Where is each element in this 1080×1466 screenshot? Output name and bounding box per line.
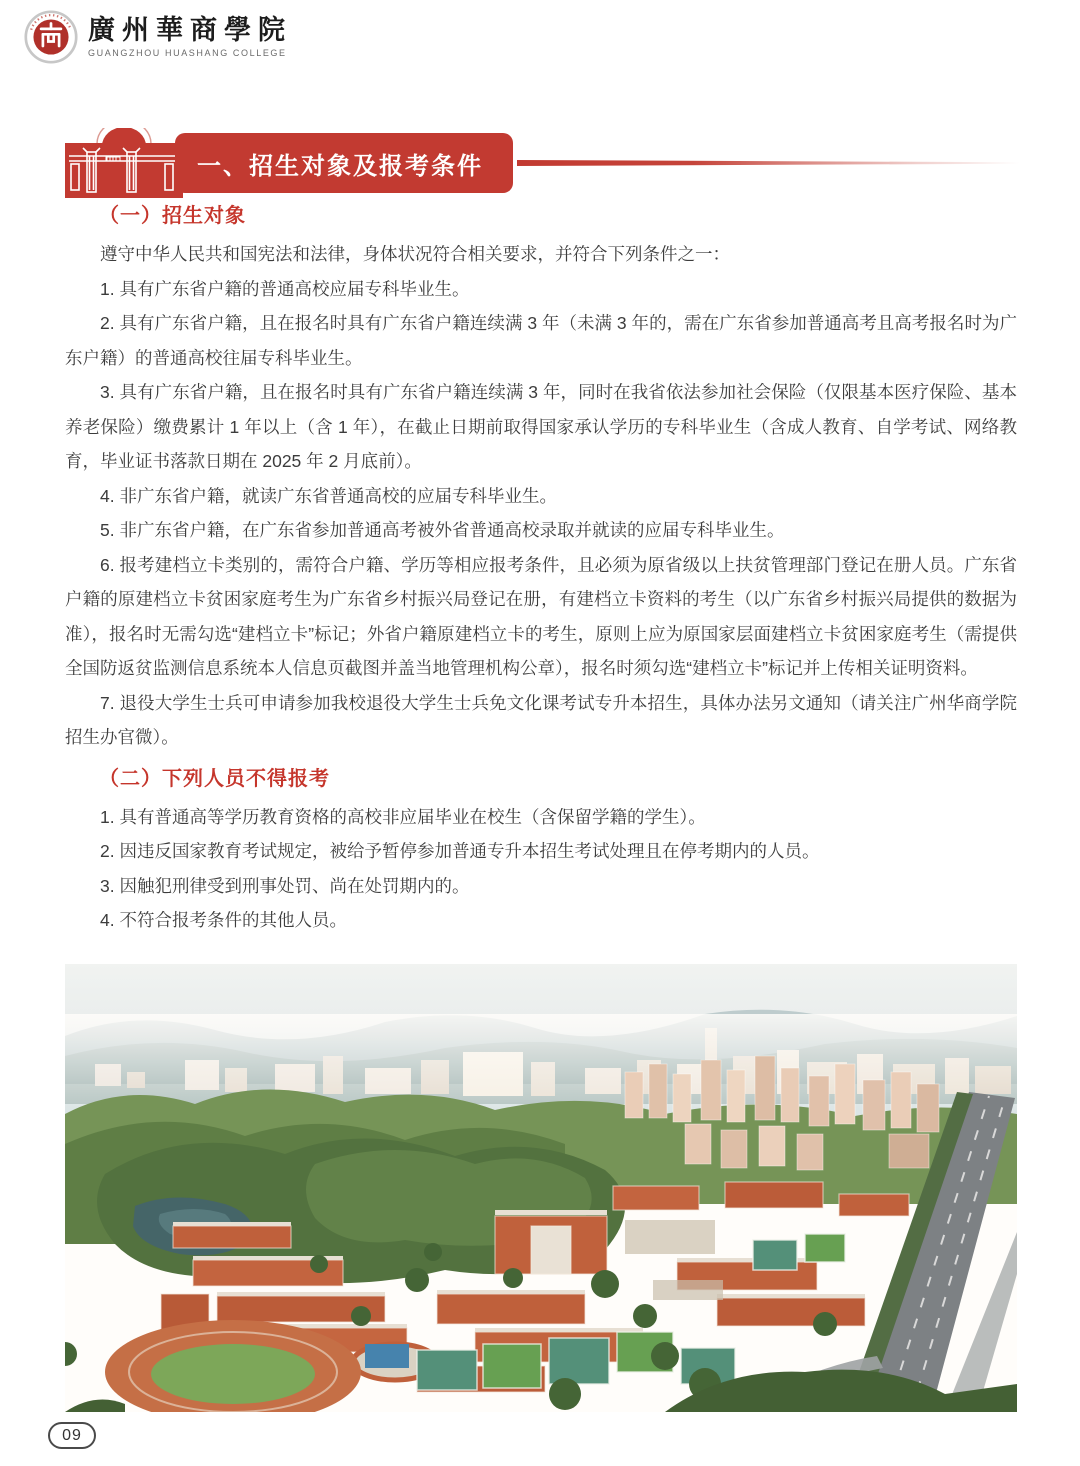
campus-gate-icon: [65, 128, 183, 198]
section2-heading: （二）下列人员不得报考: [99, 767, 330, 790]
section-banner: [65, 128, 1020, 198]
content: [65, 199, 1017, 938]
section2-item-3: 3. 因触犯刑律受到刑事处罚、尚在处罚期内的。: [100, 875, 470, 896]
section1-item-2: 2. 具有广东省户籍，且在报名时具有广东省户籍连续满 3 年（未满 3 年的，需在广东省参加普通高考且高考报名时为广东户籍）的普通高校往届专科毕业生。: [65, 313, 1017, 368]
section1-item-6: 6. 报考建档立卡类别的，需符合户籍、学历等相应报考条件，且必须为原省级以上扶贫管理部门登记在册人员。广东省户籍的原建档立卡贫困家庭考生为广东省乡村振兴局登记在册，有建档立卡资料的考生（以广东省乡村振兴局提供的数据为准），报名时无需勾选“建档立卡”标记；外省户籍原建档立卡的考生，原则上应为原国家层面建档立卡贫困家庭考生（需提供全国防返贫监测信息系统本人信息页截图并盖当地管理机构公章），报名时须勾选“建档立卡”标记并上传相关证明资料。: [65, 554, 1017, 678]
section1-item-5: 5. 非广东省户籍，在广东省参加普通高考被外省普通高校录取并就读的应届专科毕业生。: [100, 520, 785, 540]
section1-item-3: 3. 具有广东省户籍，且在报名时具有广东省户籍连续满 3 年，同时在我省依法参加社会保险（仅限基本医疗保险、基本养老保险）缴费累计 1 年以上（含 1 年），在截止日期前取得国家承认学历的专科毕业生（含成人教育、自学考试、网络教育，毕业证书落款日期在 2025 年 2 月底前）。: [65, 382, 1017, 471]
header: [24, 10, 292, 64]
campus-aerial-photo: [65, 964, 1017, 1412]
section1-item-1: 1. 具有广东省户籍的普通高校应届专科毕业生。: [100, 278, 470, 299]
section1-intro: 遵守中华人民共和国宪法和法律，身体状况符合相关要求，并符合下列条件之一：: [100, 244, 730, 264]
college-name-zh: 廣州華商學院: [88, 15, 292, 46]
page-number-badge: [48, 1422, 96, 1449]
section1-item-4: 4. 非广东省户籍，就读广东省普通高校的应届专科毕业生。: [100, 485, 557, 506]
section2-item-2: 2. 因违反国家教育考试规定，被给予暂停参加普通专升本招生考试处理且在停考期内的人员。: [100, 841, 820, 861]
college-seal-icon: [24, 10, 78, 64]
college-name-en: GUANGZHOU HUASHANG COLLEGE: [88, 48, 287, 58]
section1-heading: （一）招生对象: [99, 205, 246, 227]
section2-item-4: 4. 不符合报考条件的其他人员。: [100, 910, 347, 930]
section1-item-7: 7. 退役大学生士兵可申请参加我校退役大学生士兵免文化课考试专升本招生，具体办法另文通知（请关注广州华商学院招生办官微）。: [65, 692, 1017, 747]
page-number: 09: [62, 1426, 82, 1444]
banner-title: 一、招生对象及报考条件: [197, 152, 483, 180]
banner-title-pill: [175, 133, 513, 193]
section2-item-1: 1. 具有普通高等学历教育资格的高校非应届毕业在校生（含保留学籍的学生）。: [100, 806, 706, 827]
banner-fade-line: [517, 160, 1020, 166]
college-name: [88, 16, 292, 58]
